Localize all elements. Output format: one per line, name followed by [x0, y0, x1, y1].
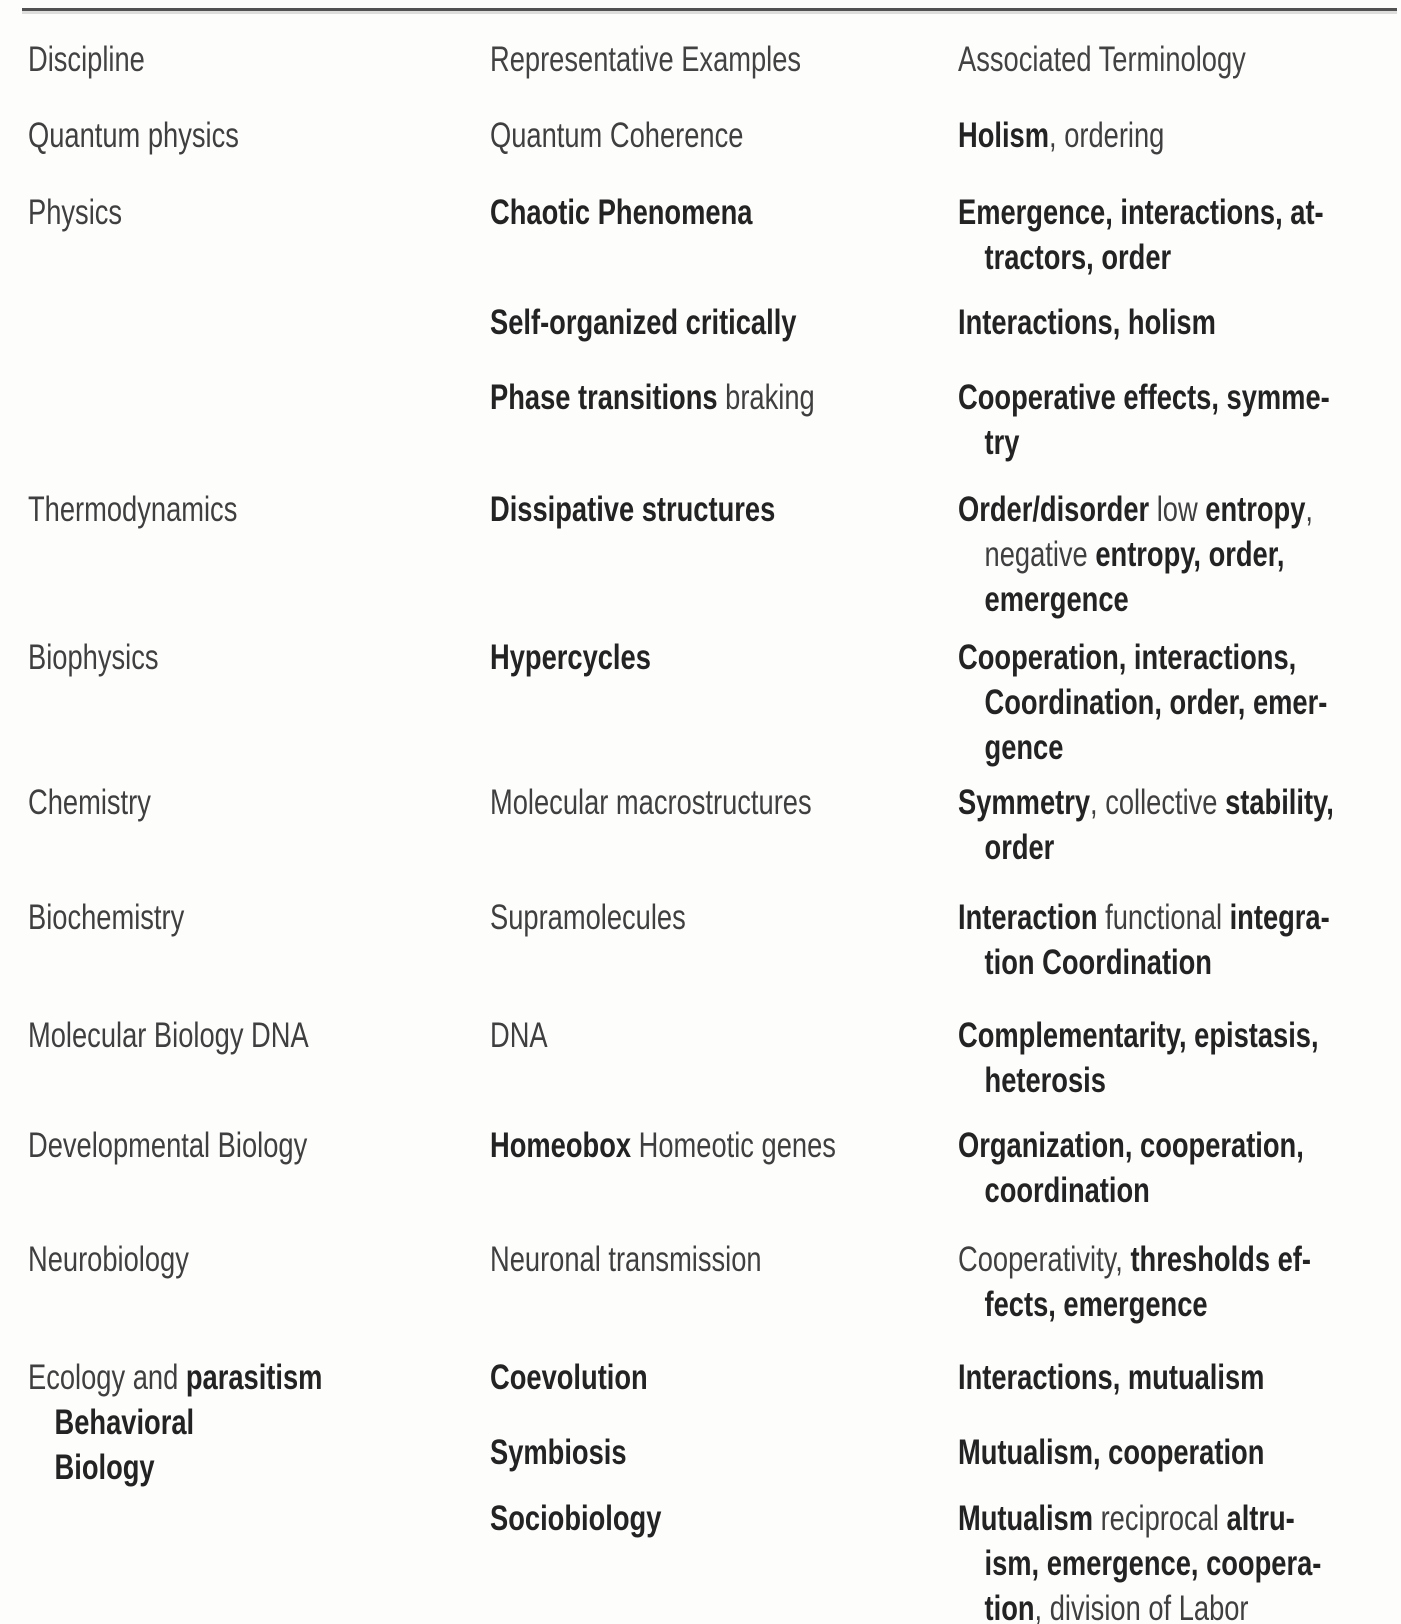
text-line	[490, 1237, 845, 1282]
bold-text: Self-organized critically	[490, 303, 797, 342]
example-cell	[490, 113, 945, 158]
regular-text: Thermodynamics	[28, 490, 238, 529]
text-line	[958, 680, 1328, 725]
text-line	[958, 635, 1304, 680]
terminology-cell	[958, 1355, 1401, 1400]
terminology-cell	[958, 375, 1401, 465]
bold-text: Sociobiology	[490, 1499, 662, 1538]
bold-text: Chaotic Phenomena	[490, 193, 753, 232]
regular-text: , ordering	[1049, 116, 1165, 155]
regular-text: , collective	[1090, 783, 1226, 822]
discipline-cell	[28, 635, 478, 680]
bold-text: Interactions, mutualism	[958, 1358, 1265, 1397]
regular-text: Chemistry	[28, 783, 151, 822]
regular-text: Quantum physics	[28, 116, 239, 155]
text-line	[958, 487, 1314, 532]
bold-text: tion Coordination	[984, 943, 1212, 982]
regular-text: braking	[717, 378, 815, 417]
bold-text: integra-	[1229, 898, 1330, 937]
text-line	[490, 1013, 845, 1058]
header-discipline: Discipline	[28, 40, 145, 79]
text-line	[958, 1058, 1304, 1103]
example-cell	[490, 635, 945, 680]
bold-text: tractors, order	[984, 238, 1172, 277]
table-top-rule	[22, 8, 1397, 11]
example-cell	[490, 487, 945, 532]
text-line	[28, 487, 379, 532]
text-line	[958, 375, 1330, 420]
text-line	[490, 487, 845, 532]
example-cell	[490, 780, 945, 825]
terminology-cell	[958, 780, 1401, 870]
bold-text: Cooperation, interactions,	[958, 638, 1297, 677]
text-line	[958, 113, 1304, 158]
terminology-cell	[958, 487, 1401, 622]
bold-text: order	[984, 828, 1055, 867]
bold-text: Organization, cooperation,	[958, 1126, 1304, 1165]
example-cell	[490, 1013, 945, 1058]
regular-text: functional	[1097, 898, 1230, 937]
text-line	[958, 1496, 1304, 1541]
text-line	[958, 1355, 1304, 1400]
bold-text: thresholds ef-	[1130, 1240, 1311, 1279]
bold-text: Mutualism, cooperation	[958, 1433, 1265, 1472]
text-line	[490, 895, 845, 940]
bold-text: entropy	[1205, 490, 1306, 529]
text-line	[490, 1430, 845, 1475]
text-line	[28, 1013, 379, 1058]
discipline-cell	[28, 190, 478, 235]
text-line	[958, 577, 1304, 622]
text-line	[490, 1496, 845, 1541]
discipline-cell	[28, 895, 478, 940]
terminology-cell	[958, 113, 1401, 158]
text-line	[958, 895, 1330, 940]
text-line	[28, 1123, 379, 1168]
bold-text: Symbiosis	[490, 1433, 627, 1472]
text-line	[28, 1237, 379, 1282]
bold-text: heterosis	[984, 1061, 1106, 1100]
terminology-cell	[958, 635, 1401, 770]
text-line	[490, 113, 845, 158]
text-line	[958, 780, 1334, 825]
regular-text: Molecular macrostructures	[490, 783, 812, 822]
bold-text: try	[984, 423, 1020, 462]
text-line	[28, 113, 379, 158]
text-line	[28, 780, 379, 825]
text-line	[490, 190, 845, 235]
text-line	[958, 1237, 1311, 1282]
bold-text: coordination	[984, 1171, 1150, 1210]
text-line	[958, 1168, 1304, 1213]
regular-text: Homeotic genes	[631, 1126, 836, 1165]
terminology-cell	[958, 1237, 1401, 1327]
text-line	[958, 1586, 1304, 1624]
discipline-cell	[28, 1355, 478, 1490]
text-line	[958, 532, 1304, 577]
example-cell	[490, 895, 945, 940]
regular-text: reciprocal	[1093, 1499, 1227, 1538]
bold-text: Coordination, order, emer-	[984, 683, 1328, 722]
discipline-cell	[28, 1123, 478, 1168]
text-line	[958, 1541, 1322, 1586]
bold-text: Dissipative structures	[490, 490, 776, 529]
terminology-cell	[958, 190, 1401, 280]
regular-text: Biochemistry	[28, 898, 185, 937]
regular-text: Cooperativity,	[958, 1240, 1131, 1279]
text-line	[28, 1445, 379, 1490]
text-line	[958, 300, 1304, 345]
regular-text: Developmental Biology	[28, 1126, 308, 1165]
bold-text: Emergence, interactions, at-	[958, 193, 1324, 232]
bold-text: Behavioral	[54, 1403, 195, 1442]
terminology-cell	[958, 1013, 1401, 1103]
text-line	[490, 635, 845, 680]
regular-text: Molecular Biology DNA	[28, 1016, 309, 1055]
text-line	[958, 420, 1304, 465]
terminology-cell	[958, 895, 1401, 985]
regular-text: ,	[1305, 490, 1314, 529]
example-cell	[490, 1430, 945, 1475]
text-line	[28, 1400, 379, 1445]
bold-text: Interactions, holism	[958, 303, 1216, 342]
text-line	[958, 235, 1304, 280]
regular-text: Quantum Coherence	[490, 116, 744, 155]
bold-text: Hypercycles	[490, 638, 651, 677]
bold-text: Holism	[958, 116, 1050, 155]
text-line	[28, 190, 379, 235]
regular-text: negative	[984, 535, 1096, 574]
discipline-cell	[28, 487, 478, 532]
example-cell	[490, 1496, 945, 1541]
text-line	[958, 1013, 1319, 1058]
example-cell	[490, 1237, 945, 1282]
discipline-cell	[28, 1237, 478, 1282]
example-cell	[490, 1355, 945, 1400]
text-line	[490, 780, 845, 825]
bold-text: fects, emergence	[984, 1285, 1208, 1324]
text-line	[490, 1123, 845, 1168]
text-line	[958, 1430, 1304, 1475]
text-line	[958, 1282, 1304, 1327]
bold-text: Cooperative effects, symme-	[958, 378, 1330, 417]
text-line	[490, 1355, 845, 1400]
bold-text: Phase transitions	[490, 378, 718, 417]
regular-text: Ecology and	[28, 1358, 186, 1397]
bold-text: ism, emergence, coopera-	[984, 1544, 1322, 1583]
bold-text: Homeobox	[490, 1126, 632, 1165]
regular-text: Biophysics	[28, 638, 159, 677]
text-line	[28, 895, 379, 940]
discipline-cell	[28, 113, 478, 158]
example-cell	[490, 1123, 945, 1168]
bold-text: Symmetry	[958, 783, 1091, 822]
text-line	[490, 300, 845, 345]
text-line	[28, 635, 379, 680]
bold-text: Coevolution	[490, 1358, 648, 1397]
terminology-cell	[958, 1123, 1401, 1213]
text-line	[958, 725, 1304, 770]
regular-text: Physics	[28, 193, 123, 232]
text-line	[958, 940, 1304, 985]
bold-text: entropy, order,	[1095, 535, 1285, 574]
example-cell	[490, 375, 945, 420]
header-representative-examples: Representative Examples	[490, 40, 802, 79]
regular-text: Neurobiology	[28, 1240, 189, 1279]
bold-text: Mutualism	[958, 1499, 1094, 1538]
text-line	[958, 825, 1304, 870]
text-line	[958, 190, 1324, 235]
bold-text: Biology	[54, 1448, 155, 1487]
bold-text: stability,	[1225, 783, 1334, 822]
regular-text: Neuronal transmission	[490, 1240, 762, 1279]
bold-text: Complementarity, epistasis,	[958, 1016, 1319, 1055]
bold-text: Interaction	[958, 898, 1098, 937]
regular-text: Supramolecules	[490, 898, 686, 937]
bold-text: emergence	[984, 580, 1129, 619]
terminology-cell	[958, 1430, 1401, 1475]
terminology-cell	[958, 300, 1401, 345]
text-line	[28, 1355, 379, 1400]
text-line	[958, 1123, 1304, 1168]
discipline-cell	[28, 780, 478, 825]
header-associated-terminology: Associated Terminology	[958, 40, 1246, 79]
discipline-cell	[28, 1013, 478, 1058]
bold-text: parasitism	[185, 1358, 323, 1397]
text-line	[490, 375, 845, 420]
terminology-cell	[958, 1496, 1401, 1624]
bold-text: gence	[984, 728, 1064, 767]
regular-text: , division of Labor	[1034, 1589, 1249, 1624]
example-cell	[490, 190, 945, 235]
bold-text: tion	[984, 1589, 1035, 1624]
example-cell	[490, 300, 945, 345]
bold-text: Order/disorder	[958, 490, 1150, 529]
regular-text: low	[1149, 490, 1206, 529]
regular-text: DNA	[490, 1016, 548, 1055]
bold-text: altru-	[1226, 1499, 1295, 1538]
